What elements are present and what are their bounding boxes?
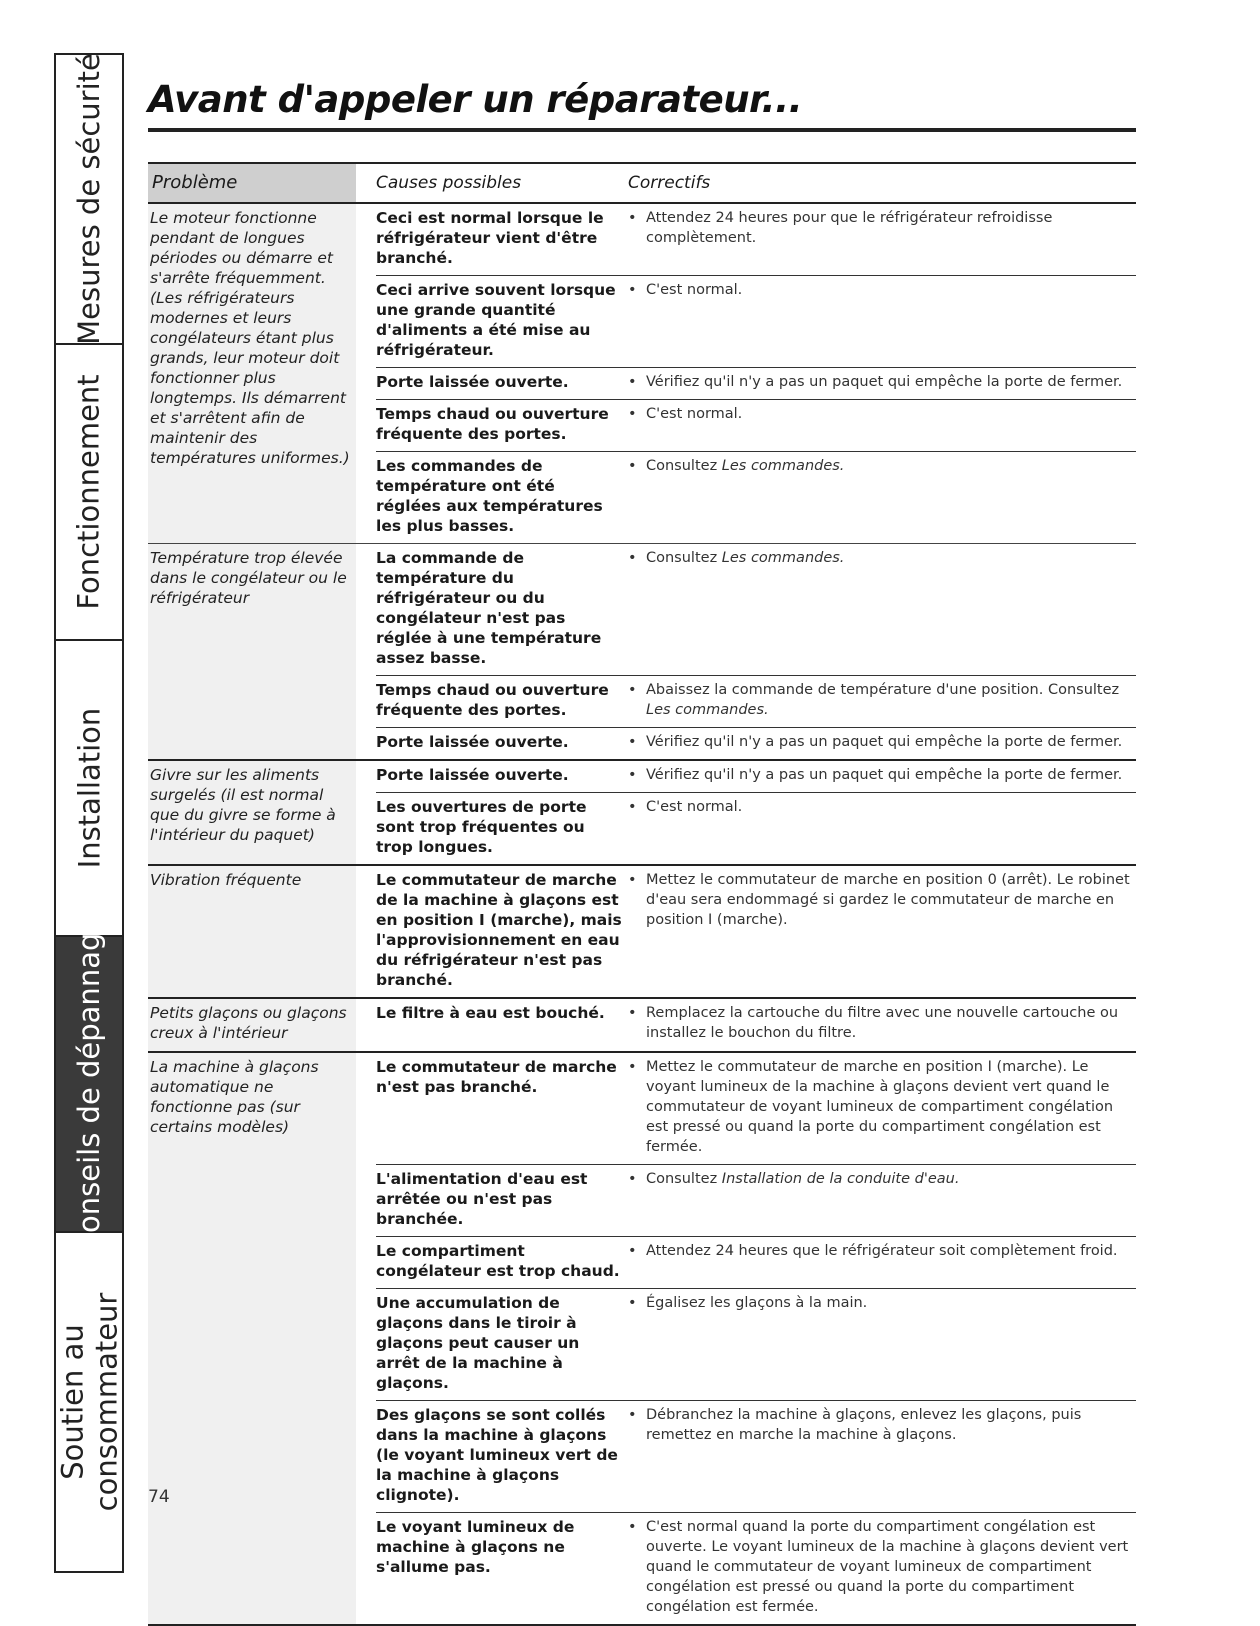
header-fixes: Correctifs xyxy=(628,173,711,193)
table-row xyxy=(376,276,1136,368)
fix-text-wrap xyxy=(646,1003,1136,1043)
cause-text: La commande de température du réfrigérateur ou du congélateur n'est pas réglée à une température assez basse. xyxy=(376,549,602,667)
cause-rows xyxy=(356,544,1136,759)
fix-text: Abaissez la commande de température d'une position. Consultez xyxy=(646,682,1120,698)
cause-text: Les commandes de température ont été réglées aux températures les plus basses. xyxy=(376,457,603,535)
fix-text-wrap xyxy=(646,765,1136,785)
problem-group xyxy=(148,999,1136,1053)
fix-text: Débranchez la machine à glaçons, enlevez les glaçons, puis remettez en marche la machine à glaçons. xyxy=(646,1407,1082,1443)
bullet-icon: • xyxy=(628,1059,637,1075)
fix-text-wrap xyxy=(646,1293,1136,1393)
bullet-icon: • xyxy=(628,406,637,422)
cause-text: Le commutateur de marche de la machine à glaçons est en position I (marche), mais l'approvisionnement en eau du réfrigérateur n'est pas branché. xyxy=(376,871,622,989)
fix-reference: Installation de la conduite d'eau. xyxy=(721,1171,960,1187)
cause-text: Temps chaud ou ouverture fréquente des portes. xyxy=(376,681,609,719)
bullet-icon: • xyxy=(628,374,637,390)
fix-text: Attendez 24 heures que le réfrigérateur soit complètement froid. xyxy=(646,1243,1118,1259)
fix-text: Vérifiez qu'il n'y a pas un paquet qui empêche la porte de fermer. xyxy=(646,374,1123,390)
fix-cell xyxy=(628,680,1136,720)
cause-rows xyxy=(356,204,1136,543)
sidebar-tab-installation[interactable] xyxy=(56,641,122,937)
fix-cell xyxy=(628,280,1136,360)
fix-text: Consultez xyxy=(646,458,718,474)
cause-text: Porte laissée ouverte. xyxy=(376,733,569,751)
cause-rows xyxy=(356,999,1136,1051)
table-row xyxy=(376,1237,1136,1289)
bullet-icon: • xyxy=(628,734,637,750)
fix-text-wrap xyxy=(646,1169,1136,1229)
header-causes: Causes possibles xyxy=(376,173,522,193)
table-row xyxy=(376,793,1136,864)
cause-text: Ceci est normal lorsque le réfrigérateur vient d'être branché. xyxy=(376,209,604,267)
sidebar-tab-label: Installation xyxy=(72,707,106,869)
section-sidebar xyxy=(54,53,124,1573)
cause-text: Ceci arrive souvent lorsque une grande quantité d'aliments a été mise au réfrigérateur. xyxy=(376,281,616,359)
cause-text: Une accumulation de glaçons dans le tiroir à glaçons peut causer un arrêt de la machine à glaçons. xyxy=(376,1294,580,1392)
fix-text-wrap xyxy=(646,1517,1136,1617)
table-row xyxy=(376,452,1136,543)
fix-reference: Les commandes. xyxy=(721,458,845,474)
cause-text: L'alimentation d'eau est arrêtée ou n'est pas branchée. xyxy=(376,1170,588,1228)
problem-text: La machine à glaçons automatique ne fonctionne pas (sur certains modèles) xyxy=(148,1053,356,1624)
fix-text-wrap xyxy=(646,456,1136,536)
bullet-icon: • xyxy=(628,1171,637,1187)
problem-text: Vibration fréquente xyxy=(148,866,356,997)
table-row xyxy=(376,400,1136,452)
fix-reference: Les commandes. xyxy=(646,702,769,718)
table-row xyxy=(376,204,1136,276)
problem-text: Petits glaçons ou glaçons creux à l'intérieur xyxy=(148,999,356,1051)
cause-text: Le compartiment congélateur est trop chaud. xyxy=(376,1242,620,1280)
bullet-icon: • xyxy=(628,550,637,566)
table-row xyxy=(376,728,1136,759)
fix-text-wrap xyxy=(646,548,1136,668)
problem-text: Givre sur les aliments surgelés (il est normal que du givre se forme à l'intérieur du paquet) xyxy=(148,761,356,864)
table-row xyxy=(376,1289,1136,1401)
bullet-icon: • xyxy=(628,682,637,698)
table-row xyxy=(376,1165,1136,1237)
fix-text-wrap xyxy=(646,680,1136,720)
fix-text-wrap xyxy=(646,732,1136,752)
bullet-icon: • xyxy=(628,799,637,815)
bullet-icon: • xyxy=(628,872,637,888)
fix-cell xyxy=(628,1241,1136,1281)
table-row xyxy=(376,544,1136,676)
cause-text: Le commutateur de marche n'est pas branché. xyxy=(376,1058,617,1096)
cause-rows xyxy=(356,761,1136,864)
fix-text-wrap xyxy=(646,1057,1136,1157)
fix-text: Vérifiez qu'il n'y a pas un paquet qui empêche la porte de fermer. xyxy=(646,767,1123,783)
title-divider xyxy=(148,128,1136,132)
cause-rows xyxy=(356,1053,1136,1624)
fix-text: C'est normal. xyxy=(646,799,743,815)
bullet-icon: • xyxy=(628,1295,637,1311)
table-row xyxy=(376,1513,1136,1624)
fix-cell xyxy=(628,208,1136,268)
table-body xyxy=(148,204,1136,1626)
bullet-icon: • xyxy=(628,767,637,783)
troubleshooting-table xyxy=(148,162,1136,1626)
cause-rows xyxy=(356,866,1136,997)
fix-text: C'est normal quand la porte du compartiment congélation est ouverte. Le voyant lumineux de la machine à glaçons devient vert quand le commutateur de voyant lumineux de compartiment congélation est pressé ou quand la porte du compartiment congélation est fermée. xyxy=(646,1519,1129,1615)
fix-reference: Les commandes. xyxy=(721,550,845,566)
fix-cell xyxy=(628,456,1136,536)
bullet-icon: • xyxy=(628,282,637,298)
fix-cell xyxy=(628,732,1136,752)
table-row xyxy=(376,676,1136,728)
fix-text-wrap xyxy=(646,372,1136,392)
fix-cell xyxy=(628,1003,1136,1043)
fix-cell xyxy=(628,1405,1136,1505)
bullet-icon: • xyxy=(628,1005,637,1021)
sidebar-tab-label: Conseils de dépannage xyxy=(72,914,107,1254)
table-row xyxy=(376,1053,1136,1165)
bullet-icon: • xyxy=(628,1519,637,1535)
fix-text-wrap xyxy=(646,280,1136,360)
page-title: Avant d'appeler un réparateur... xyxy=(148,78,803,121)
fix-text-wrap xyxy=(646,1405,1136,1505)
bullet-icon: • xyxy=(628,1243,637,1259)
fix-text-wrap xyxy=(646,404,1136,444)
fix-cell xyxy=(628,372,1136,392)
sidebar-tab-safety[interactable] xyxy=(56,55,122,345)
fix-text: Remplacez la cartouche du filtre avec une nouvelle cartouche ou installez le bouchon du filtre. xyxy=(646,1005,1119,1041)
header-problem: Problème xyxy=(148,164,356,202)
cause-text: Le voyant lumineux de machine à glaçons ne s'allume pas. xyxy=(376,1518,575,1576)
fix-cell xyxy=(628,1057,1136,1157)
table-row xyxy=(376,999,1136,1050)
fix-text-wrap xyxy=(646,1241,1136,1281)
fix-text: Mettez le commutateur de marche en position I (marche). Le voyant lumineux de la machine à glaçons devient vert quand le commutateur de voyant lumineux de compartiment congélation est pressé ou quand la porte du compartiment congélation est fermée. xyxy=(646,1059,1114,1155)
problem-group xyxy=(148,761,1136,866)
cause-text: Des glaçons se sont collés dans la machine à glaçons (le voyant lumineux vert de la machine à glaçons clignote). xyxy=(376,1406,618,1504)
fix-text: Égalisez les glaçons à la main. xyxy=(646,1295,868,1311)
fix-text-wrap xyxy=(646,797,1136,857)
cause-text: Porte laissée ouverte. xyxy=(376,766,569,784)
fix-cell xyxy=(628,1293,1136,1393)
problem-group xyxy=(148,544,1136,761)
cause-text: Porte laissée ouverte. xyxy=(376,373,569,391)
bullet-icon: • xyxy=(628,210,637,226)
sidebar-tab-label: Soutien au consommateur xyxy=(55,1292,124,1512)
problem-group xyxy=(148,866,1136,999)
bullet-icon: • xyxy=(628,1407,637,1423)
fix-text: Mettez le commutateur de marche en position 0 (arrêt). Le robinet d'eau sera endommagé si gardez le commutateur de marche en position I (marche). xyxy=(646,872,1130,928)
fix-text: Vérifiez qu'il n'y a pas un paquet qui empêche la porte de fermer. xyxy=(646,734,1123,750)
fix-text-wrap xyxy=(646,870,1136,990)
fix-cell xyxy=(628,797,1136,857)
sidebar-tab-label: Fonctionnement xyxy=(72,374,107,610)
problem-group xyxy=(148,1053,1136,1626)
fix-text: C'est normal. xyxy=(646,406,743,422)
page-number: 74 xyxy=(148,1487,170,1507)
problem-text: Température trop élevée dans le congélateur ou le réfrigérateur xyxy=(148,544,356,759)
fix-text: C'est normal. xyxy=(646,282,743,298)
bullet-icon: • xyxy=(628,458,637,474)
cause-text: Le filtre à eau est bouché. xyxy=(376,1004,605,1022)
sidebar-tab-troubleshooting[interactable] xyxy=(56,914,122,1254)
sidebar-tab-support[interactable] xyxy=(56,1233,122,1571)
fix-cell xyxy=(628,404,1136,444)
table-row xyxy=(376,866,1136,997)
fix-text: Attendez 24 heures pour que le réfrigérateur refroidisse complètement. xyxy=(646,210,1053,246)
fix-cell xyxy=(628,765,1136,785)
cause-text: Les ouvertures de porte sont trop fréquentes ou trop longues. xyxy=(376,798,587,856)
fix-cell xyxy=(628,870,1136,990)
sidebar-tab-label: Mesures de sécurité xyxy=(72,53,106,345)
sidebar-tab-operation[interactable] xyxy=(56,345,122,641)
fix-cell xyxy=(628,1169,1136,1229)
table-header xyxy=(148,162,1136,204)
fix-cell xyxy=(628,548,1136,668)
table-row xyxy=(376,761,1136,793)
fix-cell xyxy=(628,1517,1136,1617)
cause-text: Temps chaud ou ouverture fréquente des portes. xyxy=(376,405,609,443)
problem-group xyxy=(148,204,1136,544)
fix-text: Consultez xyxy=(646,1171,718,1187)
problem-text: Le moteur fonctionne pendant de longues périodes ou démarre et s'arrête fréquemment. (Les réfrigérateurs modernes et leurs congélateurs étant plus grands, leur moteur doit fonctionner plus longtemps. Ils démarrent et s'arrêtent afin de maintenir des températures uniformes.) xyxy=(148,204,356,543)
fix-text-wrap xyxy=(646,208,1136,268)
table-row xyxy=(376,1401,1136,1513)
fix-text: Consultez xyxy=(646,550,718,566)
table-row xyxy=(376,368,1136,400)
